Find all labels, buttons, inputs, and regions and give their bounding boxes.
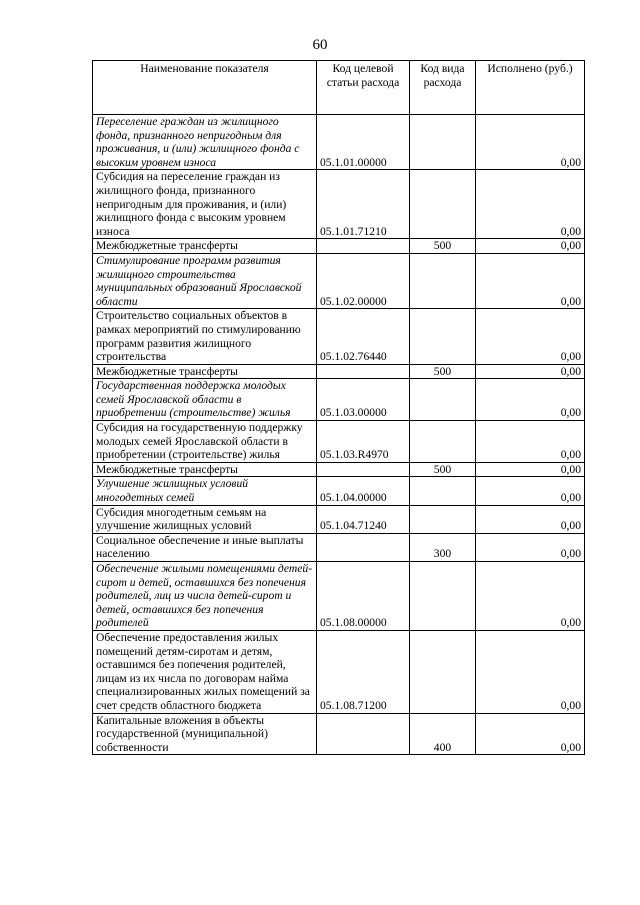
row-name: Улучшение жилищных условий многодетных семей xyxy=(93,477,317,505)
table-row xyxy=(93,630,585,713)
row-code: 05.1.02.76440 xyxy=(317,309,410,364)
row-code: 05.1.04.71240 xyxy=(317,505,410,533)
row-kind xyxy=(410,630,476,713)
row-kind xyxy=(410,115,476,170)
page-number: 60 xyxy=(312,37,328,53)
table-row xyxy=(93,170,585,239)
table-header-row xyxy=(93,61,585,115)
row-kind xyxy=(410,562,476,631)
row-kind xyxy=(410,477,476,505)
row-amount: 0,00 xyxy=(476,309,585,364)
row-amount: 0,00 xyxy=(476,239,585,254)
row-name: Субсидия на переселение граждан из жилищного фонда, признанного непригодным для проживания, и (или) жилищного фонда с высоким уровнем износа xyxy=(93,170,317,239)
row-code xyxy=(317,462,410,477)
table-row xyxy=(93,239,585,254)
row-code: 05.1.01.71210 xyxy=(317,170,410,239)
row-kind: 500 xyxy=(410,364,476,379)
row-code xyxy=(317,364,410,379)
table-row xyxy=(93,477,585,505)
row-kind xyxy=(410,505,476,533)
row-code xyxy=(317,533,410,561)
row-code xyxy=(317,713,410,755)
row-name: Обеспечение предоставления жилых помещений детям-сиротам и детям, оставшимся без попечения родителей, лицам из их числа по договорам найма специализированных жилых помещений за счет средств областного бюджета xyxy=(93,630,317,713)
row-kind xyxy=(410,421,476,463)
row-name: Субсидия многодетным семьям на улучшение жилищных условий xyxy=(93,505,317,533)
table-row xyxy=(93,505,585,533)
row-amount: 0,00 xyxy=(476,364,585,379)
row-kind xyxy=(410,253,476,308)
row-name: Обеспечение жилыми помещениями детей-сирот и детей, оставшихся без попечения родителей, лиц из числа детей-сирот и детей, оставшихся без попечения родителей xyxy=(93,562,317,631)
header-code: Код целевой статьи расхода xyxy=(317,61,410,115)
row-amount: 0,00 xyxy=(476,533,585,561)
row-amount: 0,00 xyxy=(476,477,585,505)
row-code: 05.1.03.R4970 xyxy=(317,421,410,463)
row-name: Межбюджетные трансферты xyxy=(93,239,317,254)
table-row xyxy=(93,115,585,170)
row-kind xyxy=(410,170,476,239)
row-amount: 0,00 xyxy=(476,630,585,713)
row-amount: 0,00 xyxy=(476,253,585,308)
row-code: 05.1.02.00000 xyxy=(317,253,410,308)
header-name: Наименование показателя xyxy=(93,61,317,115)
table-row xyxy=(93,421,585,463)
row-amount: 0,00 xyxy=(476,505,585,533)
row-amount: 0,00 xyxy=(476,462,585,477)
row-name: Государственная поддержка молодых семей Ярославской области в приобретении (строительстве) жилья xyxy=(93,379,317,421)
row-name: Стимулирование программ развития жилищного строительства муниципальных образований Ярославской области xyxy=(93,253,317,308)
row-amount: 0,00 xyxy=(476,170,585,239)
row-amount: 0,00 xyxy=(476,421,585,463)
table-row xyxy=(93,309,585,364)
row-code: 05.1.08.00000 xyxy=(317,562,410,631)
row-code: 05.1.08.71200 xyxy=(317,630,410,713)
row-code xyxy=(317,239,410,254)
row-name: Капитальные вложения в объекты государственной (муниципальной) собственности xyxy=(93,713,317,755)
row-name: Переселение граждан из жилищного фонда, признанного непригодным для проживания, и (или) жилищного фонда с высоким уровнем износа xyxy=(93,115,317,170)
table-row xyxy=(93,462,585,477)
row-kind xyxy=(410,309,476,364)
row-name: Межбюджетные трансферты xyxy=(93,364,317,379)
row-kind: 400 xyxy=(410,713,476,755)
row-kind: 300 xyxy=(410,533,476,561)
row-name: Социальное обеспечение и иные выплаты населению xyxy=(93,533,317,561)
row-amount: 0,00 xyxy=(476,115,585,170)
table-row xyxy=(93,533,585,561)
row-kind xyxy=(410,379,476,421)
table-row xyxy=(93,379,585,421)
row-amount: 0,00 xyxy=(476,562,585,631)
row-code: 05.1.04.00000 xyxy=(317,477,410,505)
row-code: 05.1.03.00000 xyxy=(317,379,410,421)
table-row xyxy=(93,562,585,631)
row-name: Субсидия на государственную поддержку молодых семей Ярославской области в приобретении (строительстве) жилья xyxy=(93,421,317,463)
header-kind: Код вида расхода xyxy=(410,61,476,115)
row-amount: 0,00 xyxy=(476,713,585,755)
table-row xyxy=(93,253,585,308)
row-name: Межбюджетные трансферты xyxy=(93,462,317,477)
table-row xyxy=(93,713,585,755)
table-row xyxy=(93,364,585,379)
row-kind: 500 xyxy=(410,239,476,254)
row-kind: 500 xyxy=(410,462,476,477)
row-amount: 0,00 xyxy=(476,379,585,421)
budget-table xyxy=(92,60,585,755)
row-name: Строительство социальных объектов в рамках мероприятий по стимулированию программ развития жилищного строительства xyxy=(93,309,317,364)
row-code: 05.1.01.00000 xyxy=(317,115,410,170)
header-amount: Исполнено (руб.) xyxy=(476,61,585,115)
